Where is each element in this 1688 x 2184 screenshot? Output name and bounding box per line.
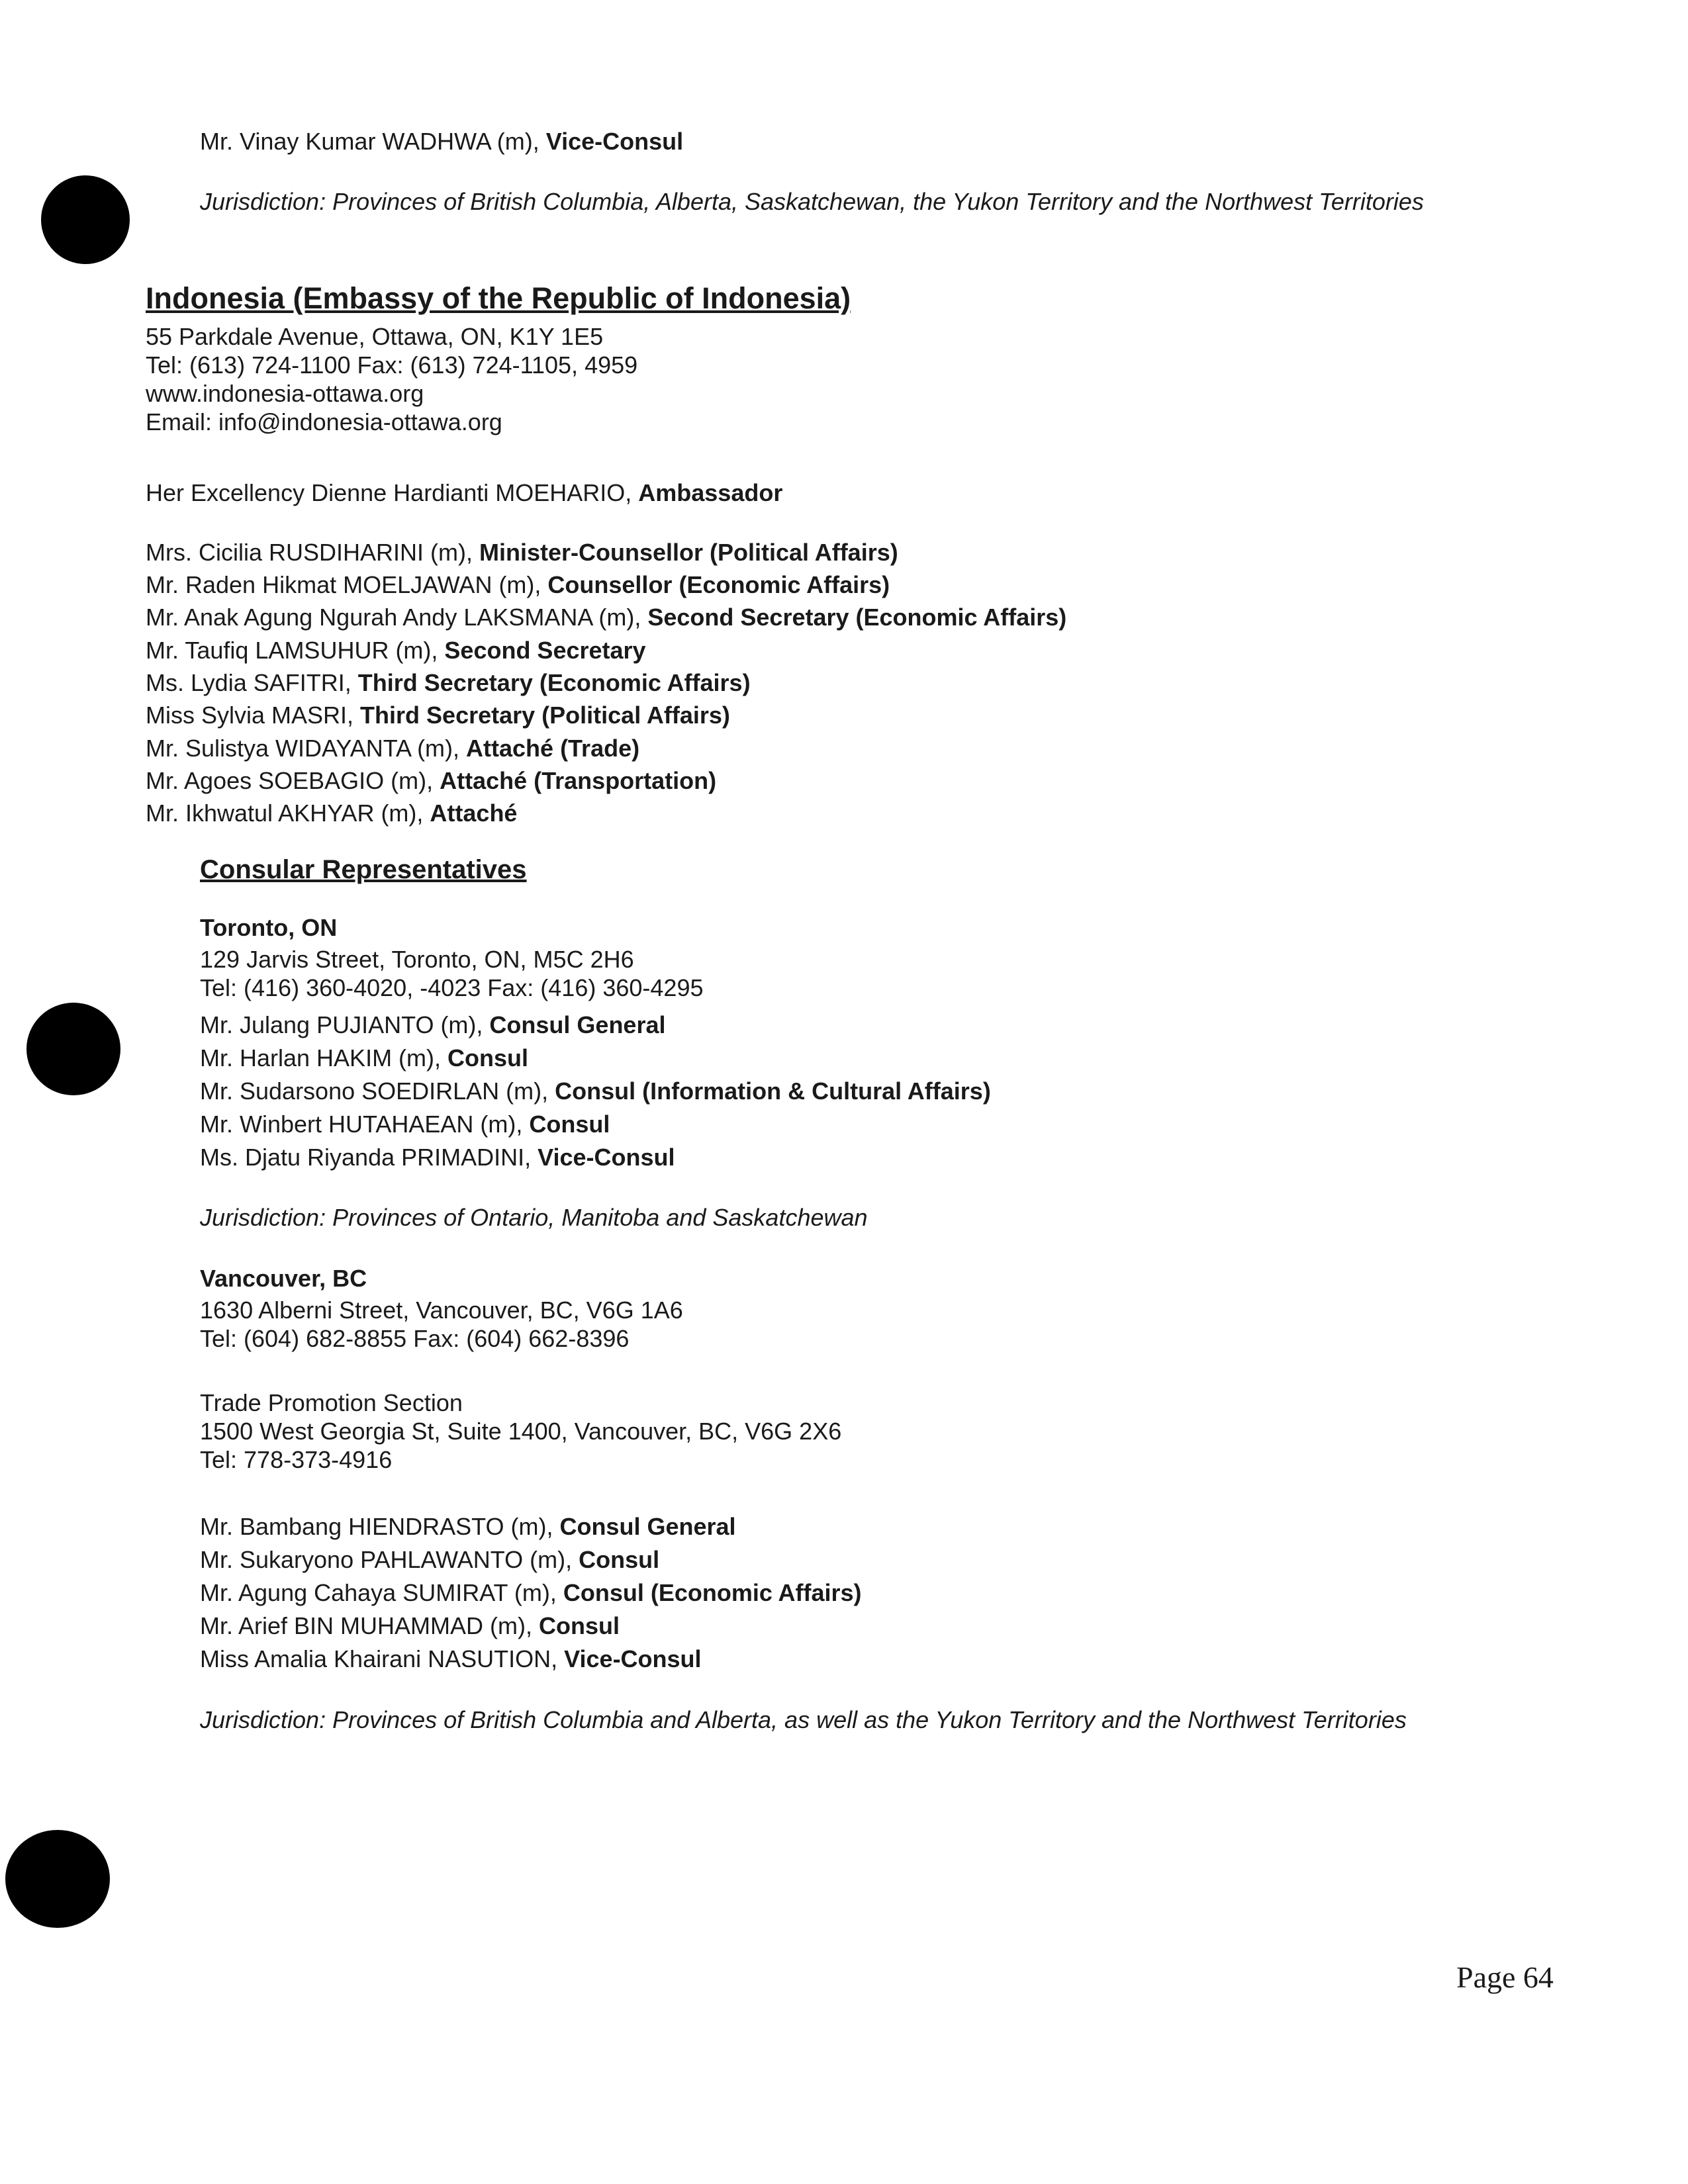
staff-entry <box>200 1612 620 1641</box>
person-name: Mr. Bambang HIENDRASTO (m), <box>200 1513 560 1540</box>
staff-entry <box>146 538 898 567</box>
person-name: Mrs. Cicilia RUSDIHARINI (m), <box>146 539 479 566</box>
person-name: Miss Sylvia MASRI, <box>146 702 361 729</box>
embassy-phone: Tel: (613) 724-1100 Fax: (613) 724-1105, 4959 <box>146 351 638 379</box>
embassy-address: 55 Parkdale Avenue, Ottawa, ON, K1Y 1E5 <box>146 323 604 350</box>
vancouver-jurisdiction: Jurisdiction: Provinces of British Columbia and Alberta, as well as the Yukon Territory and the Northwest Territories <box>200 1706 1407 1733</box>
staff-entry <box>146 570 890 600</box>
person-title: Counsellor (Economic Affairs) <box>547 571 890 598</box>
person-title: Attaché (Transportation) <box>440 767 717 794</box>
staff-entry <box>146 668 751 698</box>
staff-entry <box>146 603 1066 632</box>
toronto-jurisdiction: Jurisdiction: Provinces of Ontario, Manitoba and Saskatchewan <box>200 1204 868 1231</box>
toronto-address: 129 Jarvis Street, Toronto, ON, M5C 2H6 <box>200 946 634 973</box>
person-name: Mr. Harlan HAKIM (m), <box>200 1044 448 1071</box>
person-name: Mr. Anak Agung Ngurah Andy LAKSMANA (m), <box>146 604 648 631</box>
person-title: Third Secretary (Economic Affairs) <box>357 669 751 696</box>
person-title: Consul <box>579 1546 660 1573</box>
vice-consul-entry <box>200 127 683 156</box>
staff-entry <box>200 1645 702 1674</box>
person-name: Mr. Agung Cahaya SUMIRAT (m), <box>200 1579 563 1606</box>
punch-hole-top <box>41 175 130 264</box>
staff-entry <box>146 799 517 828</box>
staff-entry <box>200 1044 528 1073</box>
person-title: Vice-Consul <box>538 1144 675 1171</box>
person-name: Miss Amalia Khairani NASUTION, <box>200 1645 565 1672</box>
punch-hole-bottom <box>5 1830 110 1928</box>
punch-hole-middle <box>26 1003 120 1095</box>
staff-entry <box>146 766 716 796</box>
staff-entry <box>146 701 730 730</box>
person-title: Second Secretary <box>444 637 646 664</box>
person-title: Third Secretary (Political Affairs) <box>360 702 730 729</box>
person-name: Mr. Agoes SOEBAGIO (m), <box>146 767 440 794</box>
person-title: Minister-Counsellor (Political Affairs) <box>479 539 898 566</box>
trade-section-label: Trade Promotion Section <box>200 1389 463 1416</box>
person-name: Mr. Sulistya WIDAYANTA (m), <box>146 735 467 762</box>
person-title: Vice-Consul <box>545 128 684 155</box>
person-name: Mr. Vinay Kumar WADHWA (m), <box>200 128 546 155</box>
page-number: Page 64 <box>1456 1960 1554 1994</box>
trade-section-address: 1500 West Georgia St, Suite 1400, Vancouver, BC, V6G 2X6 <box>200 1418 842 1445</box>
consular-heading: Consular Representatives <box>200 855 527 884</box>
staff-entry <box>200 1545 659 1574</box>
person-name: Mr. Arief BIN MUHAMMAD (m), <box>200 1612 539 1639</box>
person-title: Consul (Information & Cultural Affairs) <box>555 1077 991 1105</box>
person-name: Mr. Winbert HUTAHAEAN (m), <box>200 1111 530 1138</box>
toronto-phone: Tel: (416) 360-4020, -4023 Fax: (416) 360-4295 <box>200 974 704 1001</box>
person-title: Consul General <box>559 1513 736 1540</box>
embassy-website: www.indonesia-ottawa.org <box>146 380 424 407</box>
person-name: Mr. Ikhwatul AKHYAR (m), <box>146 799 430 827</box>
person-title: Consul <box>529 1111 610 1138</box>
person-title: Attaché (Trade) <box>466 735 640 762</box>
vancouver-phone: Tel: (604) 682-8855 Fax: (604) 662-8396 <box>200 1325 630 1352</box>
person-title: Consul (Economic Affairs) <box>563 1579 862 1606</box>
trade-section-phone: Tel: 778-373-4916 <box>200 1446 393 1473</box>
staff-entry <box>200 1110 610 1139</box>
person-name: Ms. Djatu Riyanda PRIMADINI, <box>200 1144 538 1171</box>
person-name: Mr. Julang PUJIANTO (m), <box>200 1011 490 1038</box>
staff-entry <box>200 1512 736 1541</box>
staff-entry <box>200 1011 665 1040</box>
ambassador-entry <box>146 478 782 508</box>
toronto-city: Toronto, ON <box>200 914 338 941</box>
person-name: Mr. Taufiq LAMSUHUR (m), <box>146 637 445 664</box>
embassy-heading: Indonesia (Embassy of the Republic of Indonesia) <box>146 281 851 315</box>
staff-entry <box>146 636 646 665</box>
embassy-email: Email: info@indonesia-ottawa.org <box>146 408 502 435</box>
jurisdiction-note: Jurisdiction: Provinces of British Columbia, Alberta, Saskatchewan, the Yukon Territory and the Northwest Territories <box>200 188 1424 215</box>
person-title: Consul General <box>489 1011 666 1038</box>
person-title: Consul <box>447 1044 529 1071</box>
person-title: Ambassador <box>638 479 783 506</box>
person-name: Mr. Sudarsono SOEDIRLAN (m), <box>200 1077 555 1105</box>
person-name: Mr. Raden Hikmat MOELJAWAN (m), <box>146 571 548 598</box>
person-title: Attaché <box>430 799 518 827</box>
person-name: Her Excellency Dienne Hardianti MOEHARIO, <box>146 479 639 506</box>
staff-entry <box>146 734 639 763</box>
person-title: Second Secretary (Economic Affairs) <box>647 604 1067 631</box>
vancouver-city: Vancouver, BC <box>200 1265 367 1292</box>
staff-entry <box>200 1578 862 1608</box>
vancouver-address: 1630 Alberni Street, Vancouver, BC, V6G 1A6 <box>200 1297 683 1324</box>
person-name: Ms. Lydia SAFITRI, <box>146 669 358 696</box>
staff-entry <box>200 1143 675 1172</box>
person-title: Consul <box>539 1612 620 1639</box>
person-name: Mr. Sukaryono PAHLAWANTO (m), <box>200 1546 579 1573</box>
staff-entry <box>200 1077 991 1106</box>
person-title: Vice-Consul <box>564 1645 702 1672</box>
